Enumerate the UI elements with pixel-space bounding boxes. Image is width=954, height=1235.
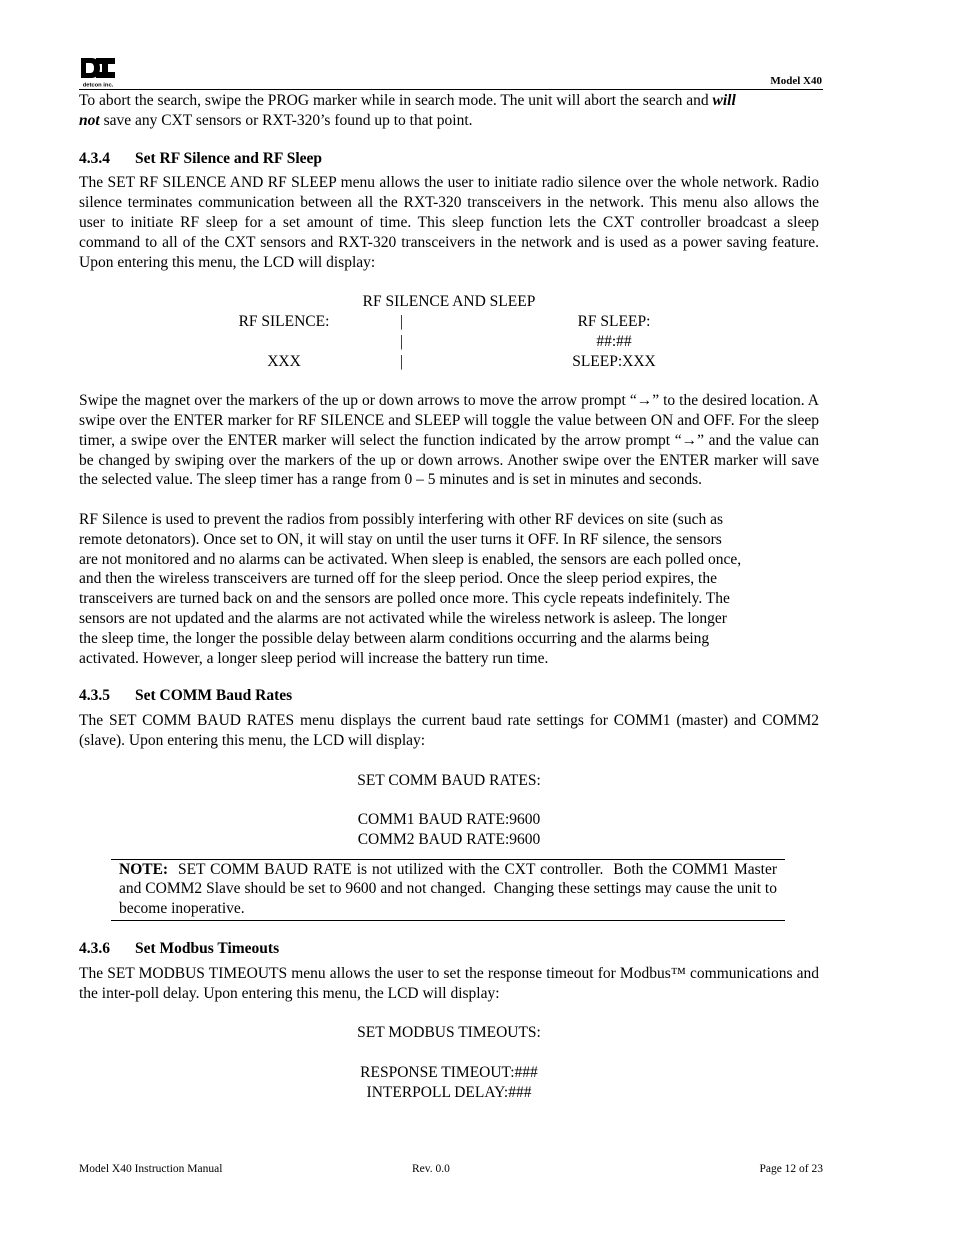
rf-silence-explanation: RF Silence is used to prevent the radios from possibly interfering with other RF devices on site (such as remote detonators). Once set to ON, it will stay on until the user turns it OFF. In RF silence, the sensors are not monitored and no alarms can be activated. When sleep is enabled, the sensors are each polled once, and then the wireless transceivers are turned off for the sleep period. Once the sleep period expires, the transceivers are turned back on and the sensors are polled once more. This cycle repeats indefinitely. The sensors are not updated and the alarms are not activated while the wireless network is asleep. The longer the sleep time, the longer the possible delay between alarm conditions occurring and the alarms being activated. However, a longer sleep period will increase the battery run time. (79, 510, 742, 667)
note-text: SET COMM BAUD RATE is not utilized with the CXT controller. Both the COMM1 Master and COMM2 Slave should be set to 9600 and not changed. Changing these settings may cause the unit to become inoperative. (119, 860, 781, 918)
modbus-timeouts-intro: The SET MODBUS TIMEOUTS menu allows the user to set the response timeout for Modbus™ communications and the inter-poll delay. Upon entering this menu, the LCD will display: (79, 964, 819, 1002)
lcd-row: RF SILENCE: | RF SLEEP: (238, 312, 651, 330)
footer-page-number: Page 12 of 23 (759, 1163, 823, 1175)
lcd-line: RESPONSE TIMEOUT:### (360, 1063, 538, 1081)
lcd-title: SET COMM BAUD RATES: (357, 771, 541, 789)
header-model: Model X40 (770, 75, 822, 87)
section-4-3-4-heading (79, 149, 819, 169)
section-title: Set RF Silence and RF Sleep (135, 149, 322, 167)
section-title: Set Modbus Timeouts (135, 940, 280, 958)
lcd-modbus-timeouts (79, 1023, 819, 1102)
lcd-line: COMM2 BAUD RATE:9600 (357, 830, 541, 848)
detcon-logo (79, 56, 117, 88)
section-number: 4.3.5 (79, 687, 110, 705)
lcd-baud-rates (79, 771, 819, 850)
footer-manual-title: Model X40 Instruction Manual (79, 1163, 223, 1175)
baud-rates-intro: The SET COMM BAUD RATES menu displays the current baud rate settings for COMM1 (master) and COMM2 (slave). Upon entering this menu, the LCD will display: (79, 712, 819, 749)
page-body (79, 91, 819, 1102)
rf-silence-instructions: Swipe the magnet over the markers of the up or down arrows to move the arrow prompt “→” to the desired location. A swipe over the ENTER marker for RF SILENCE and SLEEP will toggle the value between ON and OFF. For the sleep timer, a swipe over the ENTER marker will select the function indicated by the arrow prompt “→” and the value can be changed by swiping over the markers of the up or down arrows. Another swipe over the ENTER marker will save the selected value. The sleep timer has a range from 0 – 5 minutes and is set in minutes and seconds. (79, 392, 819, 489)
section-title: Set COMM Baud Rates (135, 687, 293, 705)
header-rule (79, 89, 823, 90)
lcd-title: SET MODBUS TIMEOUTS: (357, 1024, 541, 1042)
intro-emphasis-not: not (79, 111, 100, 129)
lcd-row: XXX | SLEEP:XXX (267, 352, 656, 370)
logo-text: detcon inc. (82, 82, 114, 88)
note-label: NOTE: (119, 860, 169, 878)
section-number: 4.3.4 (79, 149, 110, 167)
intro-paragraph (79, 91, 819, 131)
lcd-line: COMM1 BAUD RATE:9600 (357, 811, 541, 829)
section-number: 4.3.6 (79, 940, 110, 958)
rf-silence-intro: The SET RF SILENCE AND RF SLEEP menu allows the user to initiate radio silence over the whole network. Radio silence terminates communication between all the RXT-320 transceivers in the network. This menu also allows the user to initiate RF sleep for a set amount of time. This sleep function lets the CXT controller broadcast a sleep command to all of the CXT sensors and RXT-320 transceivers in the network and is used as a power saving feature. Upon entering this menu, the LCD will display: (79, 174, 819, 271)
intro-emphasis-will: will (712, 92, 736, 109)
lcd-row: | ##:## (400, 332, 632, 350)
lcd-rf-silence (79, 292, 819, 371)
lcd-line: INTERPOLL DELAY:### (366, 1083, 532, 1101)
intro-text-start: To abort the search, swipe the PROG marker while in search mode. The unit will abort the search and (79, 92, 713, 109)
note-box (111, 859, 785, 921)
footer-revision: Rev. 0.0 (412, 1163, 450, 1175)
intro-text-end: save any CXT sensors or RXT-320’s found up to that point. (99, 111, 473, 129)
lcd-title: RF SILENCE AND SLEEP (362, 293, 536, 311)
section-4-3-6-heading (79, 939, 819, 959)
section-4-3-5-heading (79, 686, 819, 706)
